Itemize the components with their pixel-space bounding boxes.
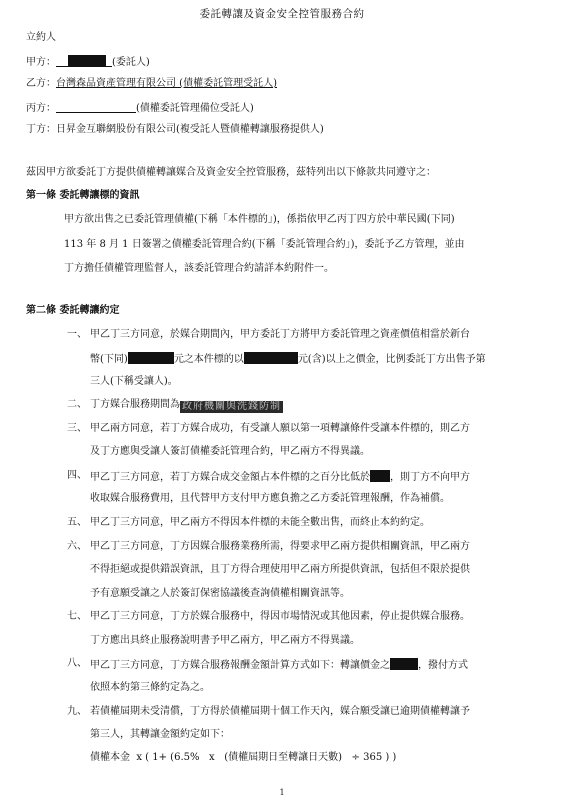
party-a-line — [26, 55, 150, 69]
item-8-redaction — [390, 658, 418, 670]
party-d-text: 日昇金互聯網股份有限公司(複受託人暨債權轉讓服務提供人) — [56, 124, 324, 135]
item-5-line: 甲乙丁三方同意，甲乙兩方不得因本件標的未能全數出售，而終止本約約定。 — [90, 517, 430, 528]
party-c-role: (債權委託管理備位受託人) — [136, 103, 254, 114]
party-b-line — [26, 78, 277, 90]
item-9-line-1: 若債權屆期未受清償，丁方得於債權屆期十個工作天內，媒合願受讓已逾期債權轉讓予 — [90, 706, 470, 717]
page-number: 1 — [279, 788, 285, 797]
item-1-line-2 — [90, 352, 486, 366]
article-2-heading: 第二條 委託轉讓約定 — [26, 305, 120, 316]
item-4-text-a: 甲乙丁三方同意，若丁方媒合成交金額占本件標的之百分比低於 — [90, 472, 370, 483]
item-1-text-c: 元(含)以上之價金，比例委託丁方出售予第 — [297, 354, 486, 365]
parties-heading: 立約人 — [26, 32, 56, 43]
item-2-text: 丁方媒合服務期間為 — [90, 399, 180, 410]
item-3-line-2: 及丁方應與受讓人簽訂債權委託管理合約，甲乙兩方不得異議。 — [90, 446, 370, 457]
item-6-line-3: 予有意願受讓之人於簽訂保密協議後查詢債權相關資訊等。 — [90, 588, 350, 599]
item-1-text-a: 幣(下同) — [90, 354, 128, 365]
item-7-number: 七、 — [67, 611, 87, 622]
item-8-line-1 — [90, 658, 468, 672]
item-1-text-b: 元之本件標的以 — [173, 354, 244, 365]
preamble: 茲因甲方欲委託丁方提供債權轉讓媒合及資金安全控管服務，茲特列出以下條款共同遵守之： — [26, 167, 436, 178]
party-a-blank — [56, 55, 68, 67]
item-2-line — [90, 399, 283, 413]
item-9-formula: 債權本金 x ( 1+ (6.5% x (債權屆期日至轉讓日天數) ÷ 365 ) ) — [90, 752, 397, 763]
article-1-line-1: 甲方欲出售之已委託管理債權(下稱「本件標的」)，係指依甲乙丙丁四方於中華民國(下同) — [64, 214, 455, 225]
item-3-line-1: 甲乙兩方同意，若丁方媒合成功，有受讓人願以第一項轉讓條件受讓本件標的，則乙方 — [90, 423, 470, 434]
item-1-number: 一、 — [67, 329, 87, 340]
item-1-line-3: 三人(下稱受讓人)。 — [90, 376, 178, 387]
item-8-text-b: ，撥付方式 — [418, 660, 468, 671]
item-9-number: 九、 — [67, 706, 87, 717]
item-4-redaction — [370, 470, 390, 482]
party-a-label: 甲方： — [26, 57, 56, 68]
item-3-number: 三、 — [67, 423, 87, 434]
party-c-line — [26, 101, 254, 115]
item-1-redaction-1 — [128, 352, 174, 364]
article-1-line-3: 丁方擔任債權管理監督人，該委託管理合約請詳本約附件一。 — [64, 263, 334, 274]
item-7-line-1: 甲乙丁三方同意，丁方於媒合服務中，得因市場情況或其他因素，停止提供媒合服務。 — [90, 611, 470, 622]
item-1-line-1: 甲乙丁三方同意，於媒合期間內，甲方委託丁方將甲方委託管理之資產價值相當於新台 — [90, 329, 470, 340]
item-5-number: 五、 — [67, 517, 87, 528]
article-1-heading: 第一條 委託轉讓標的資訊 — [26, 190, 140, 201]
party-d-line — [26, 124, 324, 136]
party-c-blank — [56, 101, 136, 113]
item-1-redaction-2 — [244, 352, 298, 364]
item-2-watermark: 政府機關與洗錢防制 — [182, 401, 281, 412]
item-4-line-2: 收取媒合服務費用，且代替甲方支付甲方應負擔之乙方委託管理報酬，作為補償。 — [90, 493, 450, 504]
party-c-label: 丙方： — [26, 103, 56, 114]
item-6-line-1: 甲乙丁三方同意，丁方因媒合服務業務所需，得要求甲乙兩方提供相關資訊，甲乙兩方 — [90, 541, 470, 552]
party-a-role: (委託人) — [112, 57, 150, 68]
party-b-role: (債權委託管理受託人) — [176, 78, 277, 89]
item-6-number: 六、 — [67, 541, 87, 552]
item-4-text-b: ，則丁方不向甲方 — [390, 472, 470, 483]
item-8-text-a: 甲乙丁三方同意，丁方媒合服務報酬金額計算方式如下：轉讓價金之 — [90, 660, 390, 671]
article-1-line-2: 113 年 8 月 1 日簽署之債權委託管理合約(下稱「委託管理合約」)，委託予乙方管理，並由 — [64, 239, 465, 250]
item-8-line-2: 依照本約第三條約定為之。 — [90, 682, 210, 693]
item-4-number: 四、 — [67, 470, 87, 481]
document-title: 委託轉讓及資金安全控管服務合約 — [199, 8, 365, 20]
item-8-number: 八、 — [67, 658, 87, 669]
item-2-number: 二、 — [67, 399, 87, 410]
party-b-name: 台灣森品資產管理有限公司 — [56, 78, 176, 89]
item-6-line-2: 不得拒絕或提供錯誤資訊，且丁方得合理使用甲乙兩方所提供資訊，包括但不限於提供 — [90, 564, 470, 575]
item-9-line-2: 第三人，其轉讓金額約定如下： — [90, 729, 230, 740]
item-7-line-2: 丁方應出具終止服務說明書予甲乙兩方，甲乙兩方不得異議。 — [90, 635, 360, 646]
party-b-label: 乙方： — [26, 78, 56, 89]
item-4-line-1 — [90, 470, 470, 484]
party-d-label: 丁方： — [26, 124, 56, 135]
party-a-redaction — [68, 55, 106, 67]
